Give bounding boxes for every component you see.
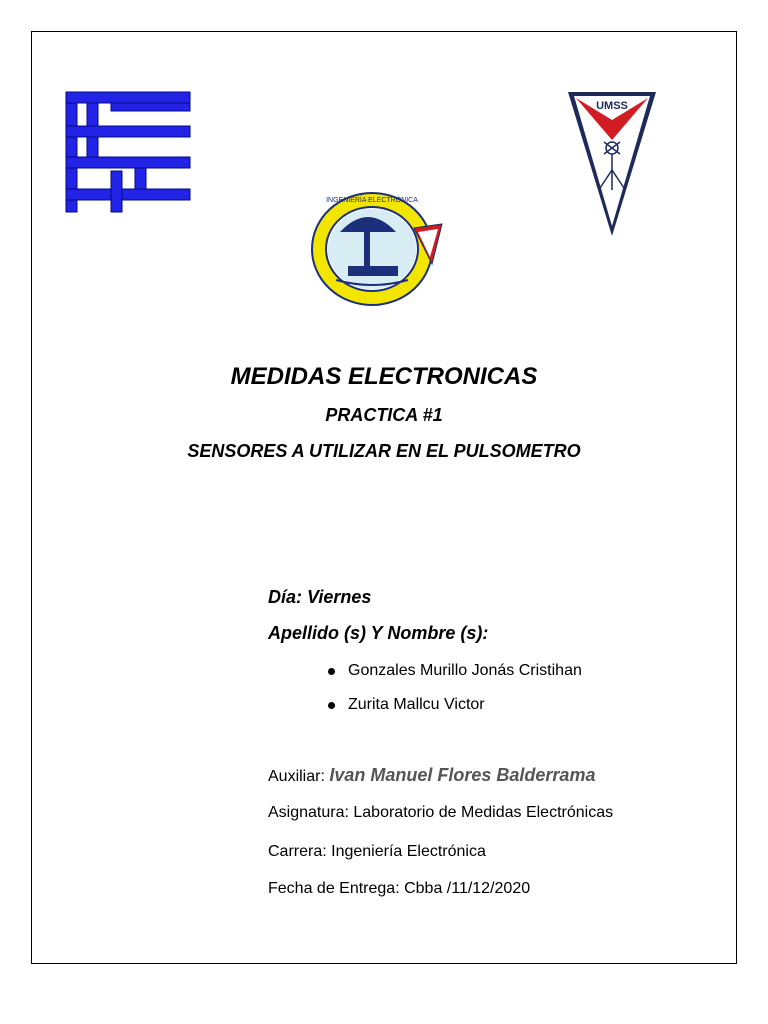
auxiliar-line <box>268 765 595 786</box>
fcyt-logo <box>63 89 193 215</box>
practice-topic: SENSORES A UTILIZAR EN EL PULSOMETRO <box>187 441 581 461</box>
names-label: Apellido (s) Y Nombre (s): <box>268 623 489 643</box>
auxiliar-label: Auxiliar: <box>268 768 325 785</box>
asignatura-line: Asignatura: Laboratorio de Medidas Electrónicas <box>268 804 614 821</box>
emblem-ring-text: INGENIERÍA ELECTRÓNICA <box>326 197 418 204</box>
carrera-line: Carrera: Ingeniería Electrónica <box>268 843 486 860</box>
umss-logo <box>566 90 658 238</box>
practice-number: PRACTICA #1 <box>325 405 443 425</box>
list-item: Zurita Mallcu Victor <box>325 694 582 728</box>
auxiliar-name: Ivan Manuel Flores Balderrama <box>329 765 596 785</box>
course-title: MEDIDAS ELECTRONICAS <box>230 363 538 390</box>
delivery-date-line: Fecha de Entrega: Cbba /11/12/2020 <box>268 880 531 897</box>
member-list <box>325 660 582 728</box>
day-label: Día: Viernes <box>268 587 372 607</box>
list-item: Gonzales Murillo Jonás Cristihan <box>325 660 582 694</box>
ingenieria-electronica-emblem <box>306 188 456 310</box>
umss-wordmark: UMSS <box>596 100 628 112</box>
